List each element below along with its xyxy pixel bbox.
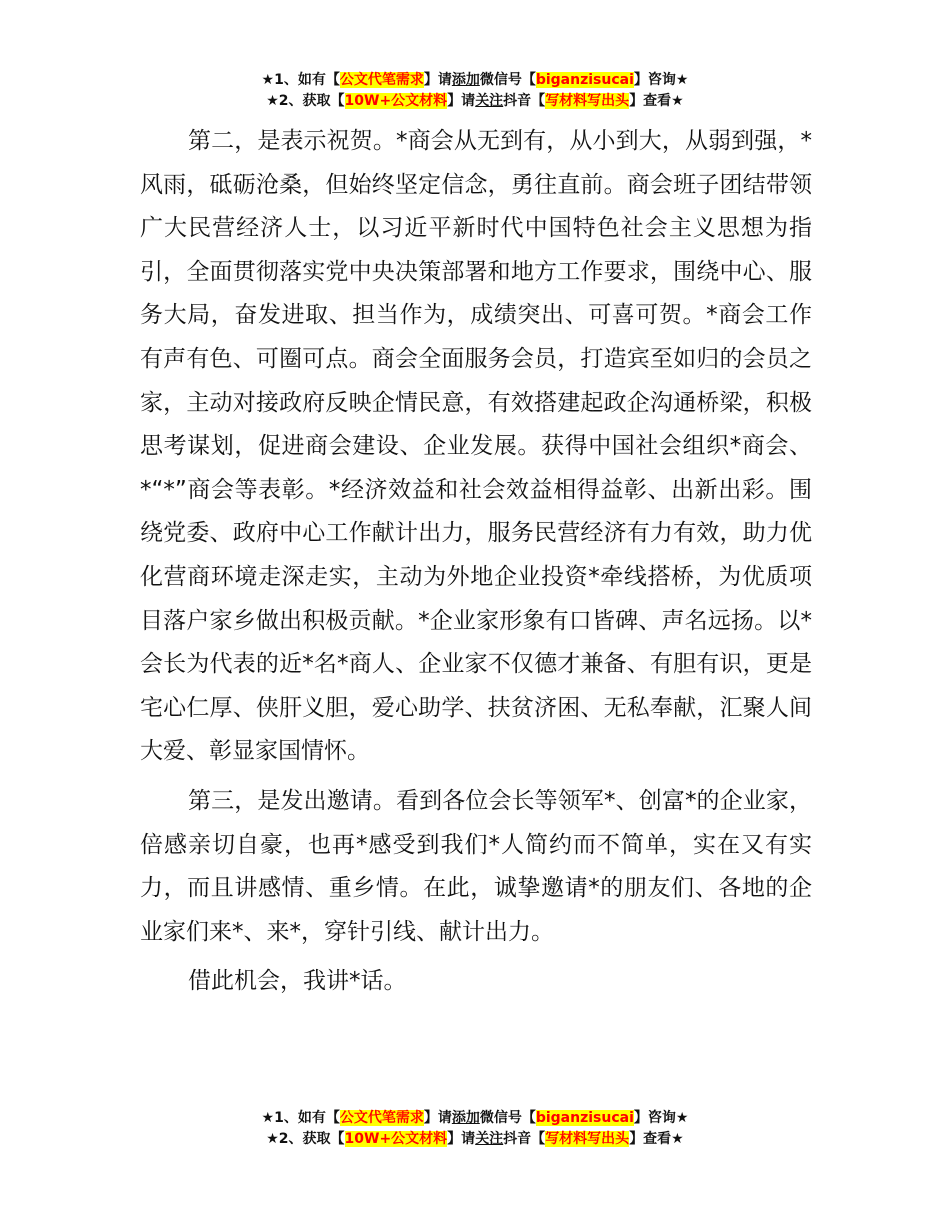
banner-highlight: 10W+公文材料 bbox=[344, 1131, 448, 1147]
paragraph-congratulations: 第二，是表示祝贺。*商会从无到有，从小到大，从弱到强，*风雨，砥砺沧桑，但始终坚定信念，勇往直前。商会班子团结带领广大民营经济人士，以习近平新时代中国特色社会主义思想为指引，全面贯彻落实党中央决策部署和地方工作要求，围绕中心、服务大局，奋发进取、担当作为，成绩突出、可喜可贺。*商会工作有声有色、可圈可点。商会全面服务会员，打造宾至如归的会员之家，主动对接政府反映企情民意，有效搭建起政企沟通桥梁，积极思考谋划，促进商会建设、企业发展。获得中国社会组织*商会、*“*”商会等表彰。*经济效益和社会效益相得益彰、出新出彩。围绕党委、政府中心工作献计出力，服务民营经济有力有效，助力优化营商环境走深走实，主动为外地企业投资*牵线搭桥，为优质项目落户家乡做出积极贡献。*企业家形象有口皆碑、声名远扬。以*会长为代表的近*名*商人、企业家不仅德才兼备、有胆有识，更是宅心仁厚、侠肝义胆，爱心助学、扶贫济困、无私奉献，汇聚人间大爱、彰显家国情怀。 bbox=[140, 128, 812, 765]
banner-text: 】查看★ bbox=[629, 1131, 684, 1147]
banner-line-1 bbox=[0, 70, 950, 91]
banner-line-2 bbox=[0, 1129, 950, 1150]
banner-text: 】查看★ bbox=[629, 93, 684, 109]
banner-text: 抖音【 bbox=[503, 93, 546, 109]
banner-text: 微信号【 bbox=[479, 1110, 536, 1126]
banner-text: 微信号【 bbox=[479, 72, 536, 88]
banner-underlined-text: 添加 bbox=[451, 1110, 480, 1126]
banner-underlined-text: 关注 bbox=[475, 1131, 504, 1147]
banner-underlined-text: 添加 bbox=[451, 72, 480, 88]
footer-banner bbox=[0, 1108, 950, 1150]
banner-text: ★2、获取【 bbox=[266, 93, 345, 109]
banner-text: ★2、获取【 bbox=[266, 1131, 345, 1147]
document-body bbox=[140, 120, 812, 1004]
banner-text: 】请 bbox=[447, 93, 476, 109]
banner-highlight: 写材料写出头 bbox=[545, 1131, 630, 1147]
banner-highlight: 写材料写出头 bbox=[545, 93, 630, 109]
banner-line-2 bbox=[0, 91, 950, 112]
paragraph-invitation: 第三，是发出邀请。看到各位会长等领军*、创富*的企业家，倍感亲切自豪，也再*感受到我们*人简约而不简单，实在又有实力，而且讲感情、重乡情。在此，诚挚邀请*的朋友们、各地的企业家们来*、来*，穿针引线、献计出力。 bbox=[140, 787, 812, 945]
banner-highlight: 公文代笔需求 bbox=[339, 72, 424, 88]
banner-text: 】请 bbox=[423, 1110, 452, 1126]
banner-underlined-text: 关注 bbox=[475, 93, 504, 109]
banner-text: 】请 bbox=[423, 72, 452, 88]
banner-line-1 bbox=[0, 1108, 950, 1129]
banner-text: ★1、如有【 bbox=[261, 72, 340, 88]
banner-text: 抖音【 bbox=[503, 1131, 546, 1147]
banner-text: 】请 bbox=[447, 1131, 476, 1147]
banner-highlight: 10W+公文材料 bbox=[344, 93, 448, 109]
header-banner bbox=[0, 70, 950, 112]
paragraph-closing: 借此机会，我讲*话。 bbox=[188, 968, 407, 995]
banner-text: ★1、如有【 bbox=[261, 1110, 340, 1126]
banner-highlight: biganzisucai bbox=[535, 1110, 634, 1126]
banner-highlight: biganzisucai bbox=[535, 72, 634, 88]
banner-text: 】咨询★ bbox=[633, 1110, 689, 1126]
banner-text: 】咨询★ bbox=[633, 72, 689, 88]
banner-highlight: 公文代笔需求 bbox=[339, 1110, 424, 1126]
